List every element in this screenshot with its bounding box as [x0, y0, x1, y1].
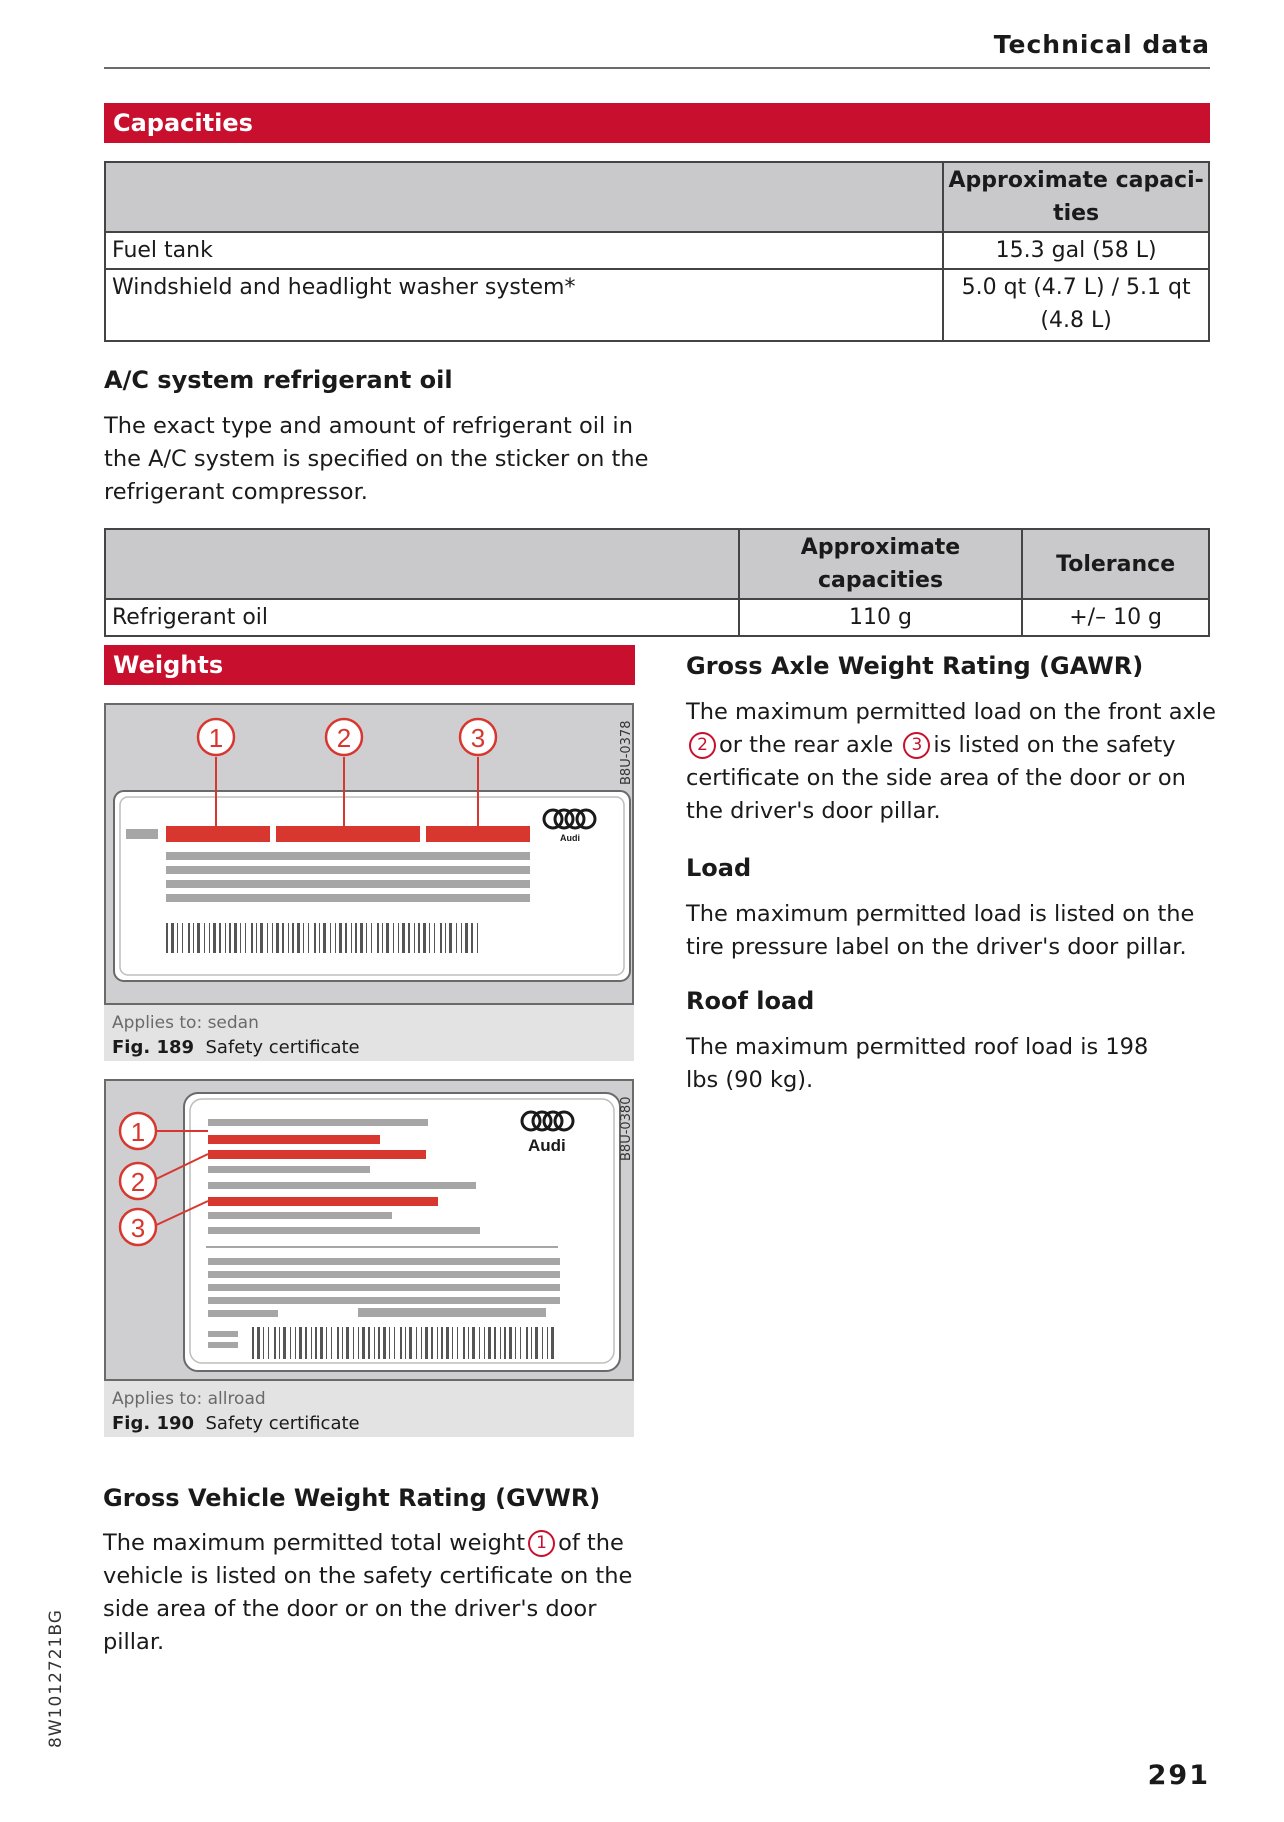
ref-circle-1: 1: [528, 1530, 555, 1557]
safety-certificate-sedan-illustration: [106, 705, 632, 1003]
figure-caption: [112, 1037, 360, 1058]
ref-circle-2: 2: [689, 732, 716, 759]
table-row: [105, 269, 1209, 341]
safety-certificate-allroad-illustration: [106, 1081, 632, 1379]
refrigerant-table-header-capacity: Approximate capacities: [739, 529, 1023, 599]
callout-3: 3: [470, 723, 486, 753]
capacities-heading: Capacities: [104, 103, 1210, 143]
load-text: The maximum permitted load is listed on the tire pressure label on the driver's door pillar.: [686, 901, 1195, 960]
callout-2: 2: [336, 723, 352, 753]
refrigerant-table-header-tolerance: Tolerance: [1022, 529, 1209, 599]
gvwr-text-part: The maximum permitted total weight: [103, 1530, 526, 1556]
field-2-highlight: [208, 1150, 426, 1159]
page-header-title: Technical data: [993, 30, 1210, 59]
figure-number: Fig. 190: [112, 1413, 195, 1434]
gawr-text-part: The maximum permitted load on the front axle: [686, 699, 1216, 725]
page-number: 291: [1147, 1760, 1210, 1791]
load-heading: Load: [686, 854, 752, 882]
table-row: [105, 599, 1209, 636]
figure-caption: [112, 1413, 360, 1434]
ref-circle-3: 3: [903, 732, 930, 759]
capacities-table-header-capacity: Approximate capaci-ties: [943, 162, 1209, 232]
capacities-value: 5.0 qt (4.7 L) / 5.1 qt (4.8 L): [943, 269, 1209, 341]
roof-load-heading: Roof load: [686, 987, 815, 1015]
refrigerant-table-header-blank: [105, 529, 739, 599]
audi-logo-text: Audi: [560, 833, 580, 843]
figure-applies-to: Applies to: sedan: [112, 1013, 259, 1033]
gawr-text: [686, 696, 1222, 828]
figure-applies-to: Applies to: allroad: [112, 1389, 266, 1409]
figure-190: [104, 1079, 634, 1437]
gawr-text-part: is listed on the safety certificate on the side area of the door or on the driver's door pillar.: [686, 732, 1186, 824]
gvwr-heading: Gross Vehicle Weight Rating (GVWR): [103, 1484, 601, 1512]
refrigerant-capacity: 110 g: [739, 599, 1023, 636]
figure-189: [104, 703, 634, 1061]
callout-3: 3: [130, 1213, 146, 1243]
figure-caption-text: Safety certificate: [205, 1413, 360, 1434]
capacities-table: [104, 161, 1210, 342]
gawr-text-part: or the rear axle: [719, 732, 894, 758]
figure-190-illustration: [104, 1079, 634, 1381]
capacities-value: 15.3 gal (58 L): [943, 232, 1209, 269]
field-1-highlight: [208, 1135, 380, 1144]
field-3-highlight: [208, 1197, 438, 1206]
ac-text: The exact type and amount of refrigerant oil in the A/C system is specified on the sticker on the refrigerant compressor.: [104, 413, 649, 505]
table-row: [105, 232, 1209, 269]
callout-1: 1: [208, 723, 224, 753]
document-code: 8W1012721BG: [46, 1609, 66, 1748]
capacities-item: Fuel tank: [105, 232, 943, 269]
ac-heading: A/C system refrigerant oil: [104, 366, 453, 394]
figure-caption-text: Safety certificate: [205, 1037, 360, 1058]
field-2-highlight: [276, 826, 420, 842]
figure-code: B8U-0378: [619, 720, 634, 785]
audi-logo-text: Audi: [528, 1136, 566, 1155]
refrigerant-table: [104, 528, 1210, 637]
capacities-item: Windshield and headlight washer system*: [105, 269, 943, 341]
refrigerant-item: Refrigerant oil: [105, 599, 739, 636]
field-1-highlight: [166, 826, 270, 842]
capacities-table-header-blank: [105, 162, 943, 232]
field-3-highlight: [426, 826, 530, 842]
gawr-heading: Gross Axle Weight Rating (GAWR): [686, 652, 1144, 680]
callout-2: 2: [130, 1167, 146, 1197]
weights-heading: Weights: [104, 645, 635, 685]
roof-load-text: The maximum permitted roof load is 198 lbs (90 kg).: [686, 1034, 1149, 1093]
figure-code: B8U-0380: [619, 1096, 634, 1161]
header-divider: [104, 67, 1210, 69]
gvwr-text-part: of the vehicle is listed on the safety certificate on the side area of the door or on the driver's door pillar.: [103, 1530, 633, 1655]
refrigerant-tolerance: +/– 10 g: [1022, 599, 1209, 636]
callout-1: 1: [130, 1117, 146, 1147]
figure-number: Fig. 189: [112, 1037, 195, 1058]
figure-189-illustration: [104, 703, 634, 1005]
gvwr-text: [103, 1527, 651, 1659]
